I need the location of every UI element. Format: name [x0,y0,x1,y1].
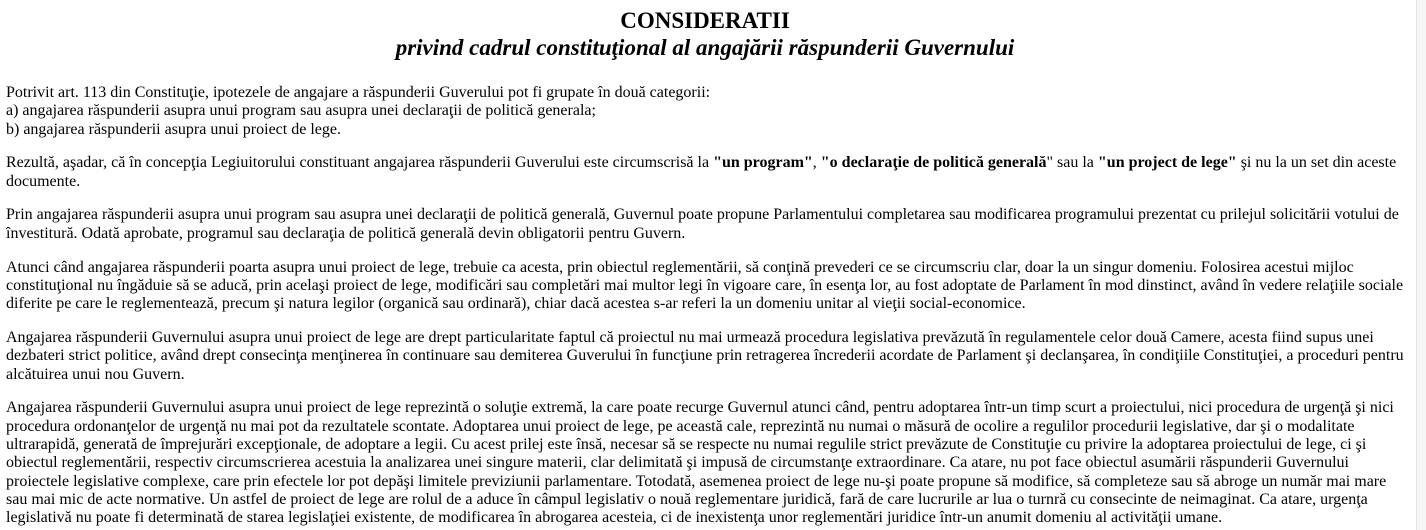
paragraph-extreme-solution: Angajarea răspunderii Guvernului asupra unui proiect de lege reprezintă o soluţie extremă, la care poate recurge Guvernul atunci când, pentru adoptarea într-un timp scurt a proiectului, nici procedura de urgenţă şi nici procedura ordonanţelor de urgenţă nu mai pot da rezultatele scontate. Adoptarea unui proiect de lege, pe această cale, reprezintă nu numai o măsură de ocolire a regulilor procedurii legislative, dar şi o modalitate ultrarapidă, generată de împrejurări excepţionale, de adoptare a legii. Cu acest prilej este însă, necesar să se respecte nu numai regulile strict prevăzute de Constituţie cu privire la adoptarea proiectului de lege, ci şi obiectul reglementării, respectiv circumscrierea acestuia la analizarea unei singure materii, clar delimitată şi impusă de circumstanţe extraordinare. Ca atare, nu pot face obiectul asumării răspunderii Guvernului proiectele legislative complexe, care prin efectele lor pot depăşi limitele previziunii parlamentare. Totodată, asemenea proiect de lege nu-şi poate propune să modifice, să completeze sau să abroge un număr mai mare sau mai mic de acte normative. Un astfel de proiect de lege are rolul de a aduce în câmpul legislativ o nouă reglementare juridică, fară de care lucrurile ar lua o turnră cu consecinte de neimaginat. Ca atare, urgenţa legislativă nu poate fi determinată de starea legislaţiei existente, de modificarea în abrogarea acesteia, ci de inexistenţa unor reglementări juridice într-un anumit domeniu al activităţii umane. [6,399,1394,527]
paragraph-text: şi nu la un set din aceste documente. [6,154,1397,190]
paragraph-text: , [812,154,821,172]
intro-item-b: b) angajarea răspunderii asupra unui proiect de lege. [6,120,341,138]
paragraph-conclusion [6,154,1404,191]
document-page [6,0,1404,527]
vertical-scrollbar[interactable] [1416,0,1426,530]
intro-item-a: a) angajarea răspunderii asupra unui program sau asupra unei declaraţii de politică generala; [6,102,596,120]
paragraph-program: Prin angajarea răspunderii asupra unui program sau asupra unei declaraţii de politică generală, Guvernul poate propune Parlamentului completarea sau modificarea programului prezentat cu prilejul solicitării votului de învestitură. Odată aprobate, programul sau declaraţia de politică generală devin obligatorii pentru Guvern. [6,206,1399,242]
document-subtitle: privind cadrul constituţional al angajării răspunderii Guvernului [395,35,1015,60]
paragraph-text: " sau la [1046,154,1098,172]
intro-line: Potrivit art. 113 din Constituţie, ipotezele de angajare a răspunderii Guverului pot fi grupate în două categorii: [6,84,711,101]
emphasis-project: "un project de lege" [1097,154,1237,172]
emphasis-program: "un program" [713,154,813,172]
paragraph-particularity: Angajarea răspunderii Guvernului asupra unui proiect de lege are drept particularitate faptul că proiectul nu mai urmează procedura legislativa prevăzută în regulamentele celor două Camere, acesta fiind supus unei dezbateri strict politice, având drept consecinţa menţinerea în continuare sau demiterea Guverului în funcţiune prin retragerea încrederii acordate de Parlament şi declanşarea, în condiţiile Constituţiei, a proceduri pentru alcătuirea unui nou Guvern. [6,328,1404,383]
document-title: CONSIDERATII [620,8,790,33]
intro-paragraph [6,84,1404,139]
paragraph-text: Rezultă, aşadar, că în concepţia Legiuitorului constituant angajarea răspunderii Guverului este circumscrisă la [6,154,714,172]
emphasis-declaration: "o declaraţie de politică generală [820,154,1047,172]
paragraph-law-project: Atunci când angajarea răspunderii poarta asupra unui proiect de lege, trebuie ca acesta, prin obiectul reglementării, să conţină prevederi ce se circumscriu clar, doar la un singur domeniu. Folosirea acestui mijloc constituţional nu îngăduie să se aducă, prin acelaşi proiect de lege, modificări sau completări mai multor legi în vigoare care, în esenţa lor, au fost adoptate de Parlament în mod dinstinct, având în vedere relaţiile sociale diferite pe care le reglementează, precum şi natura legilor (organică sau ordinară), chiar dacă acestea s-ar referi la un domeniu unitar al vieţii social-economice. [6,258,1404,313]
